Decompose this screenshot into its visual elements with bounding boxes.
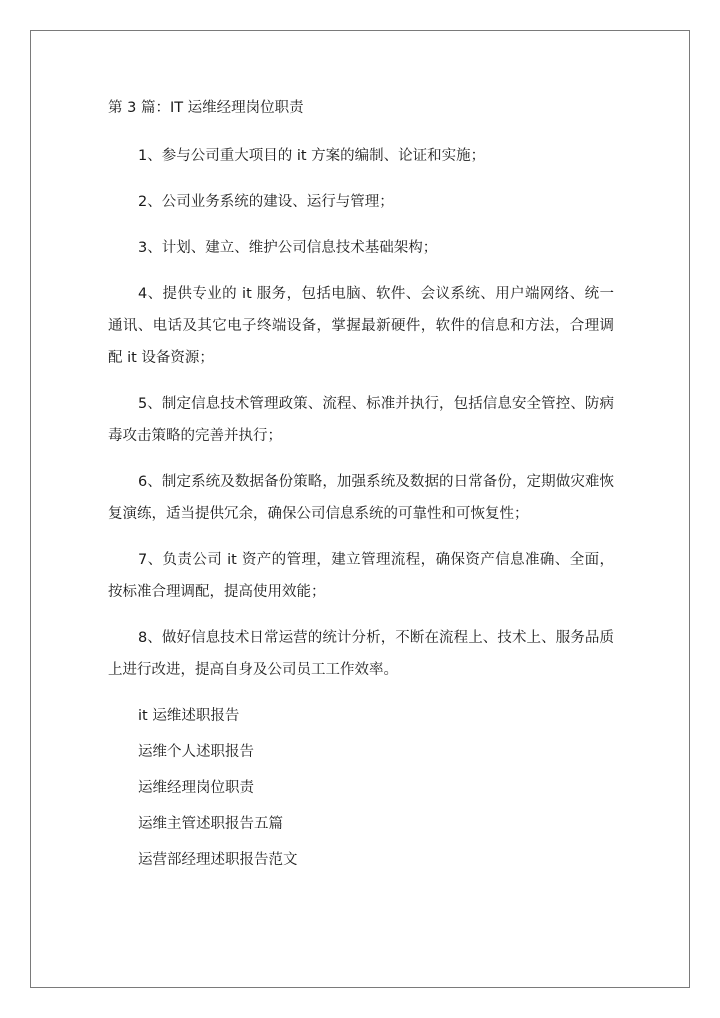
duties-list <box>108 140 614 686</box>
document-body <box>108 94 614 880</box>
duty-paragraph: 1、参与公司重大项目的 it 方案的编制、论证和实施； <box>138 148 486 164</box>
duty-paragraph: 7、负责公司 it 资产的管理，建立管理流程，确保资产信息准确、全面，按标准合理调配，提高使用效能； <box>108 552 614 600</box>
related-article-item: 运维主管述职报告五篇 <box>138 816 283 832</box>
related-articles <box>108 700 614 876</box>
duty-paragraph: 2、公司业务系统的建设、运行与管理； <box>138 194 394 210</box>
document-title: 第 3 篇：IT 运维经理岗位职责 <box>108 100 304 116</box>
related-article-item: 运营部经理述职报告范文 <box>138 852 298 868</box>
duty-paragraph: 6、制定系统及数据备份策略，加强系统及数据的日常备份，定期做灾难恢复演练，适当提供冗余，确保公司信息系统的可靠性和可恢复性； <box>108 474 614 522</box>
duty-paragraph: 4、提供专业的 it 服务，包括电脑、软件、会议系统、用户端网络、统一通讯、电话及其它电子终端设备，掌握最新硬件，软件的信息和方法，合理调配 it 设备资源； <box>108 286 614 366</box>
duty-paragraph: 5、制定信息技术管理政策、流程、标准并执行，包括信息安全管控、防病毒攻击策略的完善并执行； <box>108 396 614 444</box>
related-article-item: 运维经理岗位职责 <box>138 780 254 796</box>
related-article-item: 运维个人述职报告 <box>138 744 254 760</box>
duty-paragraph: 8、做好信息技术日常运营的统计分析，不断在流程上、技术上、服务品质上进行改进，提高自身及公司员工工作效率。 <box>108 630 614 678</box>
related-article-item: it 运维述职报告 <box>138 708 240 724</box>
duty-paragraph: 3、计划、建立、维护公司信息技术基础架构； <box>138 240 438 256</box>
